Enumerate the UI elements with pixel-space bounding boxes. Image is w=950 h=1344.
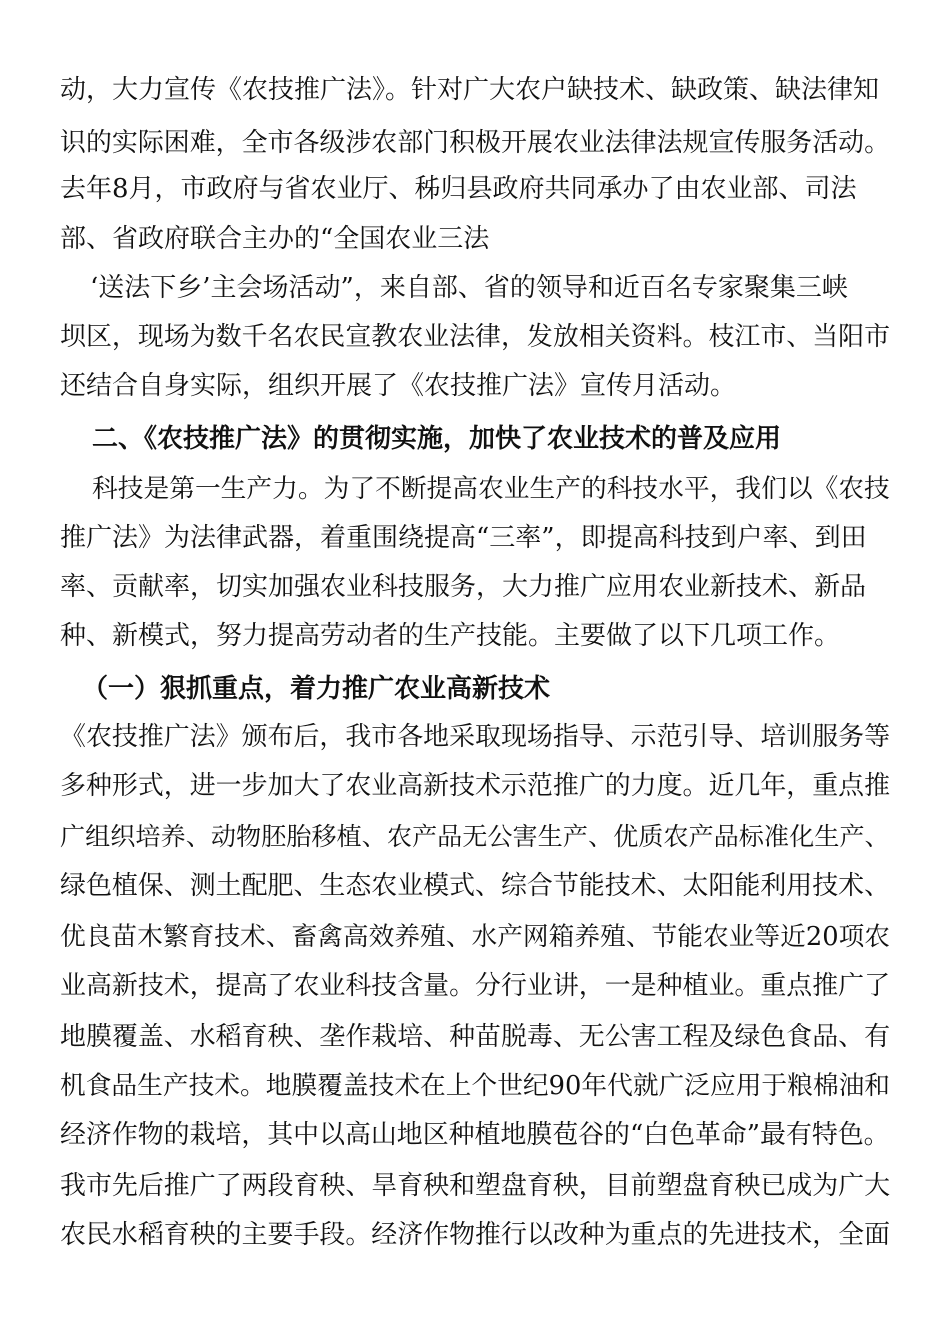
- text-line: 动，大力宣传《农技推广法》。针对广大农户缺技术、缺政策、缺法律知: [60, 75, 880, 105]
- text-line: 机食品生产技术。地膜覆盖技术在上个世纪90年代就广泛应用于粮棉油和: [60, 1071, 891, 1101]
- text-line: 坝区，现场为数千名农民宣教农业法律，发放相关资料。枝江市、当阳市: [60, 322, 891, 352]
- text-line: ‘送法下乡’主会场活动”，来自部、省的领导和近百名专家聚集三峡: [90, 273, 848, 303]
- text-line: 推广法》为法律武器，着重围绕提高“三率”，即提高科技到户率、到田: [60, 523, 867, 553]
- text-line: 率、贡献率，切实加强农业科技服务，大力推广应用农业新技术、新品: [60, 572, 867, 602]
- text-line: 种、新模式，努力提高劳动者的生产技能。主要做了以下几项工作。: [60, 621, 841, 651]
- text-line: 去年8月，市政府与省农业厅、秭归县政府共同承办了由农业部、司法: [60, 174, 857, 204]
- subsection-heading: （一）狠抓重点，着力推广农业高新技术: [82, 674, 551, 704]
- text-line: 识的实际困难，全市各级涉农部门积极开展农业法律法规宣传服务活动。: [60, 128, 891, 158]
- text-line: 优良苗木繁育技术、畜禽高效养殖、水产网箱养殖、节能农业等近20项农: [60, 922, 891, 952]
- text-line: 地膜覆盖、水稻育秧、垄作栽培、种苗脱毒、无公害工程及绿色食品、有: [60, 1022, 891, 1052]
- text-line: 经济作物的栽培，其中以高山地区种植地膜苞谷的“白色革命”最有特色。: [60, 1120, 890, 1150]
- text-line: 农民水稻育秧的主要手段。经济作物推行以改种为重点的先进技术，全面: [60, 1220, 891, 1250]
- text-line: 多种形式，进一步加大了农业高新技术示范推广的力度。近几年，重点推: [60, 771, 891, 801]
- text-line: 广组织培养、动物胚胎移植、农产品无公害生产、优质农产品标准化生产、: [60, 822, 890, 851]
- text-line: 科技是第一生产力。为了不断提高农业生产的科技水平，我们以《农技: [92, 474, 890, 504]
- text-line: 还结合自身实际，组织开展了《农技推广法》宣传月活动。: [60, 371, 737, 401]
- text-line: 绿色植保、测土配肥、生态农业模式、综合节能技术、太阳能利用技术、: [60, 871, 891, 901]
- text-line: 业高新技术，提高了农业科技含量。分行业讲，一是种植业。重点推广了: [60, 971, 891, 1001]
- text-line: 部、省政府联合主办的“全国农业三法: [60, 224, 490, 254]
- text-line: 我市先后推广了两段育秧、旱育秧和塑盘育秧，目前塑盘育秧已成为广大: [60, 1171, 891, 1201]
- section-heading: 二、《农技推广法》的贯彻实施，加快了农业技术的普及应用: [92, 424, 782, 454]
- text-line: 《农技推广法》颁布后，我市各地采取现场指导、示范引导、培训服务等: [60, 722, 891, 752]
